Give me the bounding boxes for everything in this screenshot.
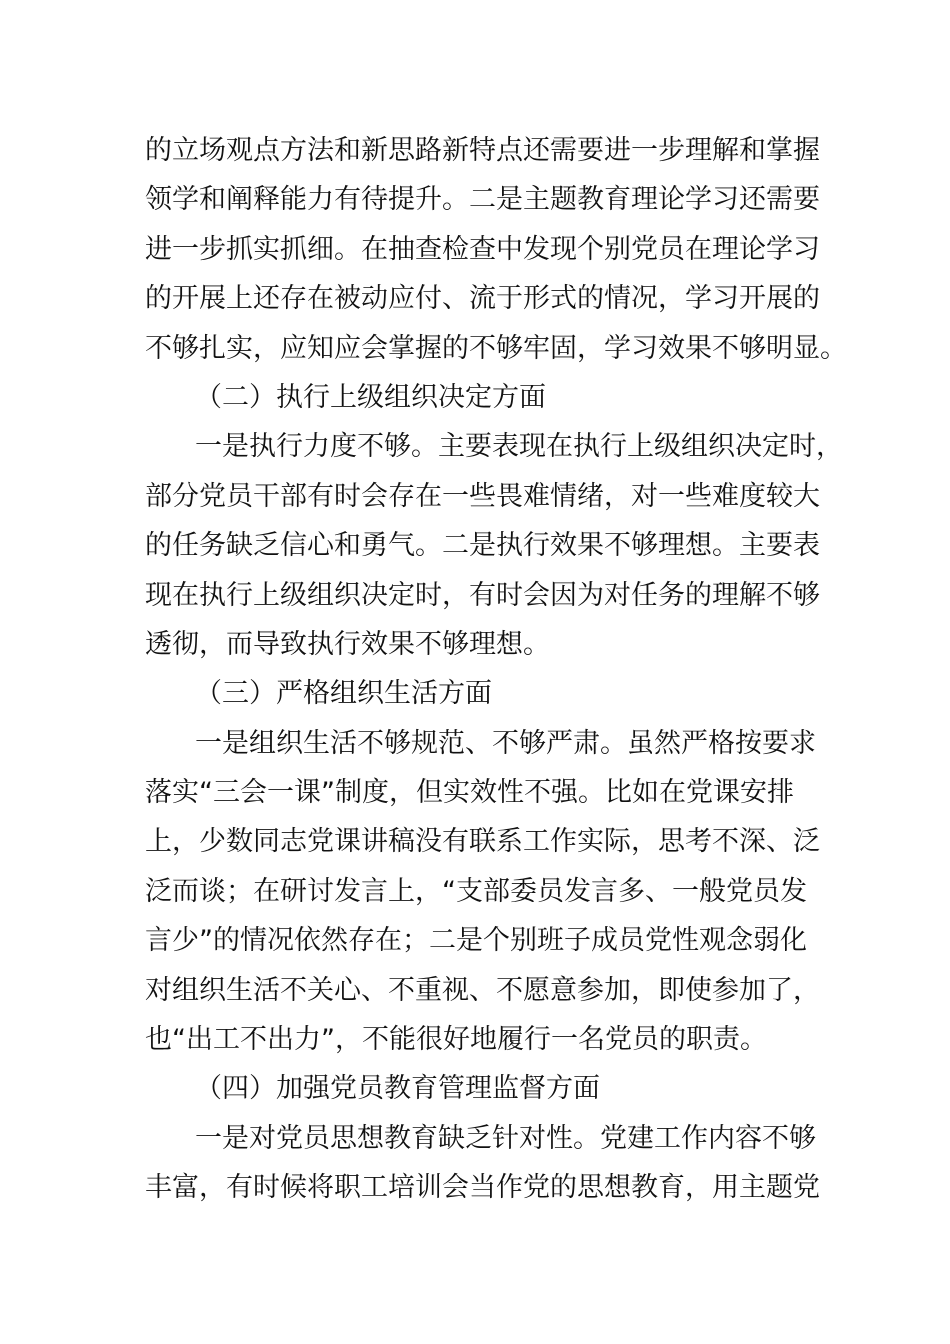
body-line: 领学和阐释能力有待提升。二是主题教育理论学习还需要	[145, 184, 820, 216]
body-line: 也“出工不出力”，不能很好地履行一名党员的职责。	[145, 1024, 767, 1056]
body-line: 丰富，有时候将职工培训会当作党的思想教育，用主题党	[145, 1172, 820, 1204]
body-line: 的立场观点方法和新思路新特点还需要进一步理解和掌握	[145, 135, 820, 166]
body-line: 部分党员干部有时会存在一些畏难情绪，对一些难度较大	[145, 480, 820, 512]
section-heading: （二）执行上级组织决定方面	[195, 381, 546, 413]
body-line: 对组织生活不关心、不重视、不愿意参加，即使参加了，	[145, 974, 820, 1006]
body-line: 不够扎实，应知应会掌握的不够牢固，学习效果不够明显。	[145, 332, 847, 364]
paragraph-first-line: 一是对党员思想教育缺乏针对性。党建工作内容不够	[195, 1122, 816, 1154]
body-line: 上，少数同志党课讲稿没有联系工作实际，思考不深、泛	[145, 826, 820, 858]
section-heading: （四）加强党员教育管理监督方面	[195, 1073, 600, 1105]
paragraph-first-line: 一是组织生活不够规范、不够严肃。虽然严格按要求	[195, 727, 816, 759]
body-line: 透彻，而导致执行效果不够理想。	[145, 628, 550, 660]
paragraph-first-line: 一是执行力度不够。主要表现在执行上级组织决定时，	[195, 431, 843, 463]
body-line: 进一步抓实抓细。在抽查检查中发现个别党员在理论学习	[145, 233, 820, 265]
section-heading: （三）严格组织生活方面	[195, 678, 492, 710]
body-line: 的开展上还存在被动应付、流于形式的情况，学习开展的	[145, 283, 820, 315]
body-line: 的任务缺乏信心和勇气。二是执行效果不够理想。主要表	[145, 530, 820, 562]
body-line: 言少”的情况依然存在；二是个别班子成员党性观念弱化	[145, 925, 807, 957]
body-line: 泛而谈；在研讨发言上，“支部委员发言多、一般党员发	[145, 875, 807, 907]
body-line: 落实“三会一课”制度，但实效性不强。比如在党课安排	[145, 777, 794, 809]
document-body	[145, 126, 847, 1213]
body-line: 现在执行上级组织决定时，有时会因为对任务的理解不够	[145, 579, 820, 611]
